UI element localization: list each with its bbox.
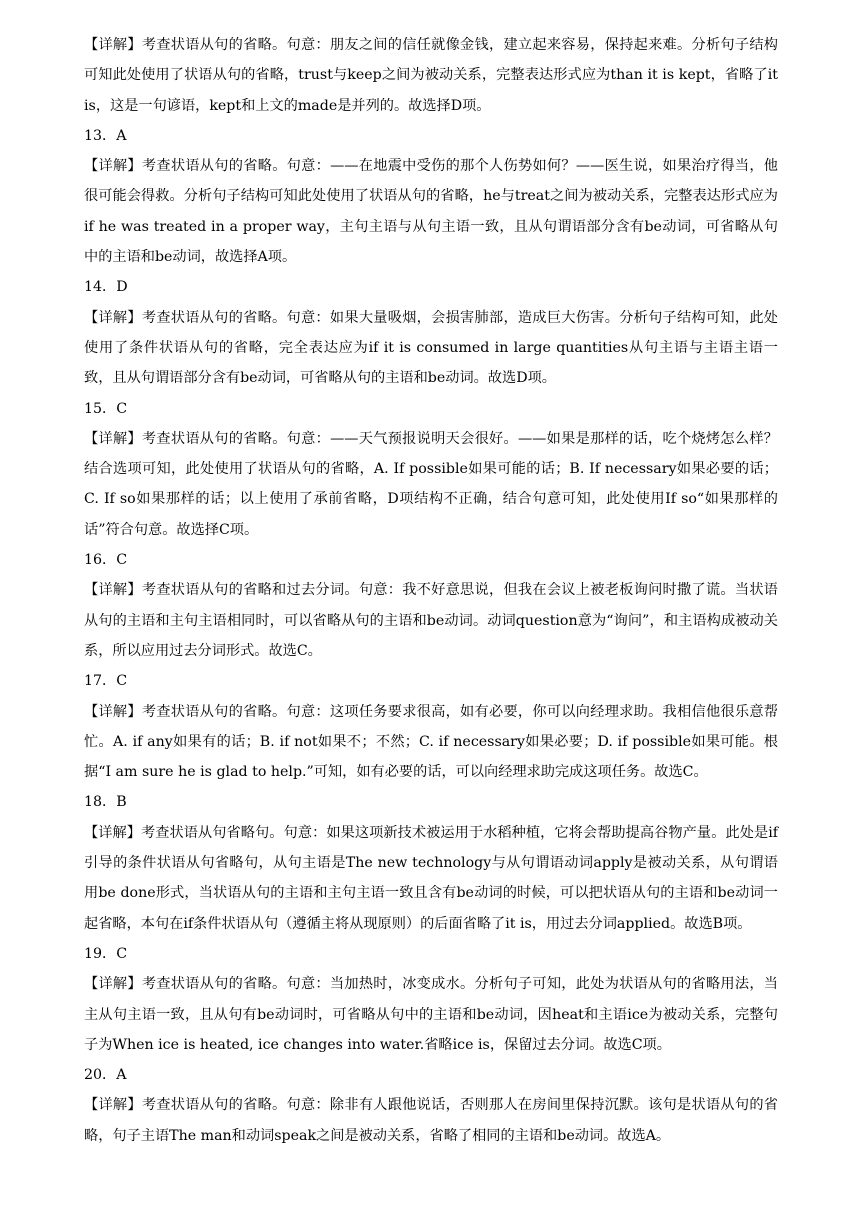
- explanation-17: 【详解】考查状语从句的省略。句意：这项任务要求很高，如有必要，你可以向经理求助。我相信他很乐意帮忙。A. if any如果有的话；B. if not如果不；不然；C. if necessary如果必要；D. if possible如果可能。根据“I am sure he is glad to help.”可知，如有必要的话，可以向经理求助完成这项任务。故选C。: [84, 703, 778, 781]
- answer-19: 19．C: [84, 945, 128, 962]
- explanation-20: 【详解】考查状语从句的省略。句意：除非有人跟他说话，否则那人在房间里保持沉默。该句是状语从句的省略，句子主语The man和动词speak之间是被动关系，省略了相同的主语和be动词。故选A。: [84, 1097, 778, 1144]
- answer-18: 18．B: [84, 794, 127, 811]
- answer-17: 17．C: [84, 673, 128, 690]
- answer-16: 16．C: [84, 552, 128, 569]
- explanation-18: 【详解】考查状语从句省略句。句意：如果这项新技术被运用于水稻种植，它将会帮助提高谷物产量。此处是if引导的条件状语从句省略句，从句主语是The new technology与从句谓语动词apply是被动关系，从句谓语用be done形式，当状语从句的主语和主句主语一致且含有be动词的时候，可以把状语从句的主语和be动词一起省略，本句在if条件状语从句（遵循主将从现原则）的后面省略了it is，用过去分词applied。故选B项。: [84, 824, 778, 932]
- explanation-12: 【详解】考查状语从句的省略。句意：朋友之间的信任就像金钱，建立起来容易，保持起来难。分析句子结构可知此处使用了状语从句的省略，trust与keep之间为被动关系，完整表达形式应为than it is kept，省略了it is，这是一句谚语，kept和上文的made是并列的。故选择D项。: [84, 37, 778, 114]
- explanation-15: 【详解】考查状语从句的省略。句意：——天气预报说明天会很好。——如果是那样的话，吃个烧烤怎么样？结合选项可知，此处使用了状语从句的省略，A. If possible如果可能的话；B. If necessary如果必要的话；C. If so如果那样的话；以上使用了承前省略，D项结构不正确，结合句意可知，此处使用If so“如果那样的话”符合句意。故选择C项。: [84, 430, 778, 538]
- answer-15: 15．C: [84, 400, 128, 417]
- answer-14: 14．D: [84, 279, 128, 296]
- explanation-19: 【详解】考查状语从句的省略。句意：当加热时，冰变成水。分析句子可知，此处为状语从句的省略用法，当主从句主语一致，且从句有be动词时，可省略从句中的主语和be动词，因heat和主语ice为被动关系，完整句子为When ice is heated, ice changes into water.省略ice is，保留过去分词。故选C项。: [84, 976, 778, 1053]
- explanation-16: 【详解】考查状语从句的省略和过去分词。句意：我不好意思说，但我在会议上被老板询问时撒了谎。当状语从句的主语和主句主语相同时，可以省略从句的主语和be动词。动词question意为“询问”，和主语构成被动关系，所以应用过去分词形式。故选C。: [84, 582, 778, 659]
- explanation-13: 【详解】考查状语从句的省略。句意：——在地震中受伤的那个人伤势如何？——医生说，如果治疗得当，他很可能会得救。分析句子结构可知此处使用了状语从句的省略，he与treat之间为被动关系，完整表达形式应为if he was treated in a proper way，主句主语与从句主语一致，且从句谓语部分含有be动词，可省略从句中的主语和be动词，故选择A项。: [84, 158, 778, 266]
- answer-13: 13．A: [84, 127, 127, 144]
- document-page: [84, 30, 778, 1151]
- explanation-14: 【详解】考查状语从句的省略。句意：如果大量吸烟，会损害肺部，造成巨大伤害。分析句子结构可知，此处使用了条件状语从句的省略，完全表达应为if it is consumed in large quantities从句主语与主语主语一致，且从句谓语部分含有be动词，可省略从句的主语和be动词。故选D项。: [84, 309, 778, 387]
- answer-20: 20．A: [84, 1067, 127, 1084]
